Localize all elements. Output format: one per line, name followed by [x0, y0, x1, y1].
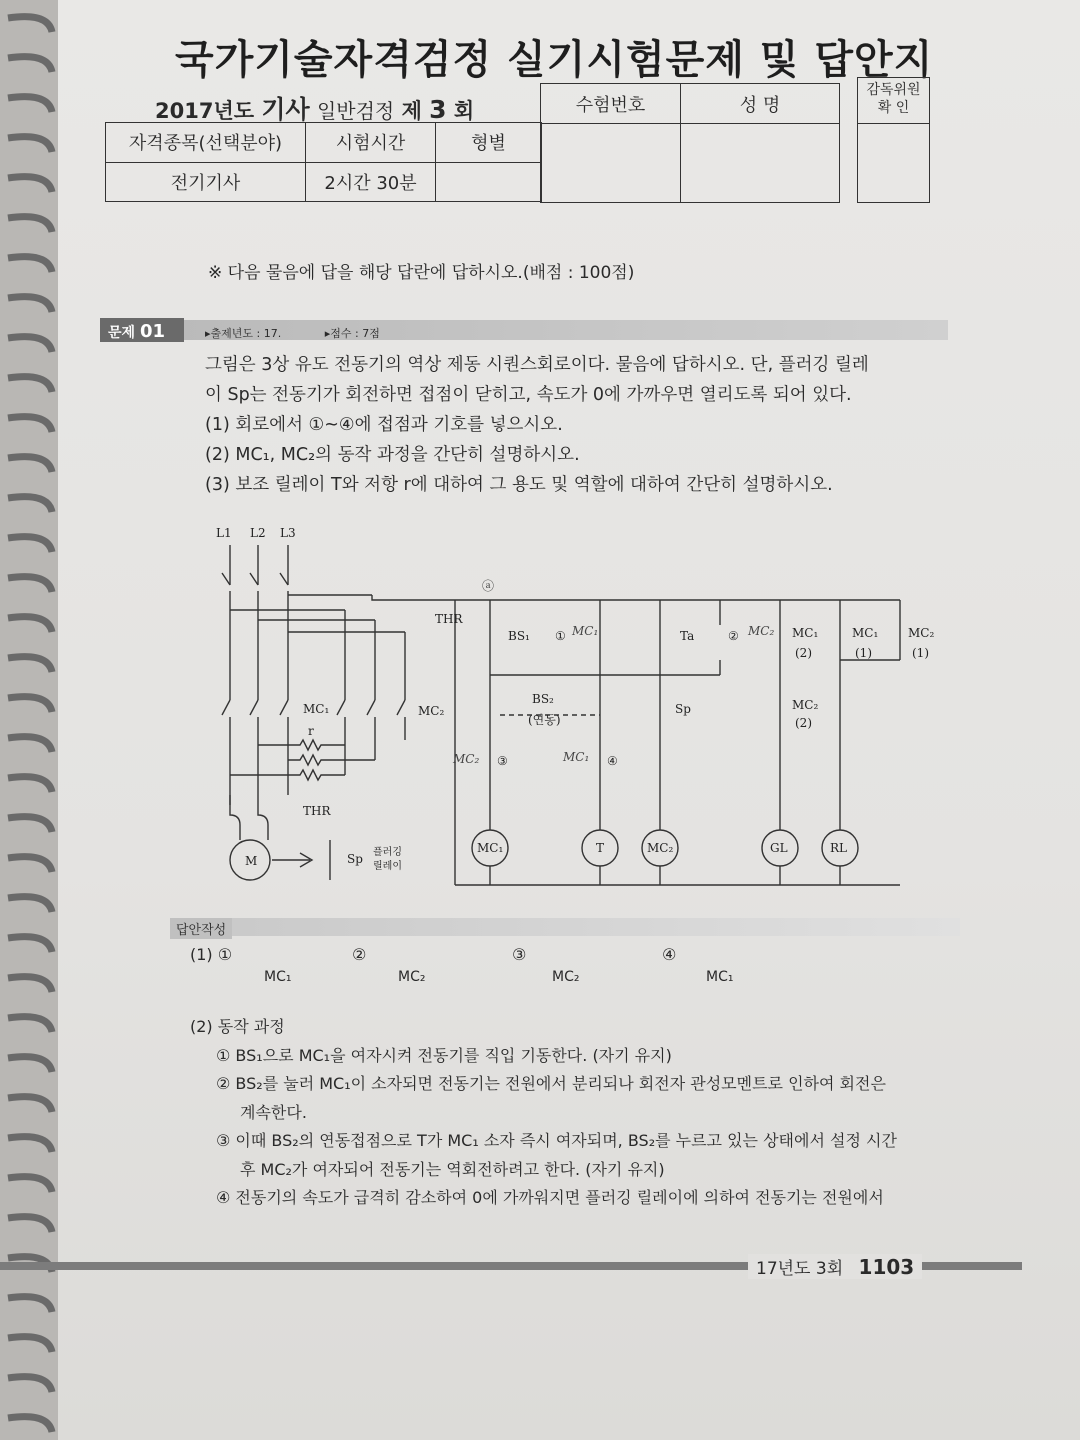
exam-round-suffix: 회 [453, 99, 475, 123]
step-4: ④ 전동기의 속도가 급격히 감소하여 0에 가까워지면 플러깅 릴레이에 의하여 전동기는 전원에서 [216, 1188, 884, 1207]
lamp-rl: RL [830, 841, 848, 855]
label-plugging-2: 릴레이 [373, 861, 402, 872]
exam-grade: 기사 [261, 95, 310, 124]
answer-1-label: (1) ① [190, 945, 233, 964]
question-sub-1: (1) 회로에서 ①~④에 접점과 기호를 넣으시오. [205, 415, 563, 435]
step-3a: ③ 이때 BS₂의 연동접점으로 T가 MC₁ 소자 즉시 여자되며, BS₂를 누르고 있는 상태에서 설정 시간 [216, 1131, 897, 1150]
label-interlock: (연동) [528, 713, 561, 727]
lamp-gl: GL [770, 841, 788, 855]
label-l3: L3 [280, 526, 296, 540]
footer-label: 17년도 3회 [756, 1259, 844, 1279]
step-2a: ② BS₂를 눌러 MC₁이 소자되면 전동기는 전원에서 분리되나 회전자 관성모멘트로 인하여 회전은 [216, 1074, 886, 1093]
label-motor: M [245, 854, 258, 868]
page-title: 국가기술자격검정 실기시험문제 및 답안지 [175, 37, 934, 83]
label-plugging-1: 플러깅 [373, 847, 402, 858]
question-tag-number: 01 [139, 321, 165, 342]
answer-tag: 답안작성 [170, 918, 232, 939]
question-meta [205, 325, 420, 341]
label-mc1-top2-n: (1) [855, 646, 872, 660]
label-sp-2: Sp [347, 852, 363, 866]
label-c4: ④ [607, 754, 618, 768]
name-field[interactable] [681, 124, 840, 203]
handwritten-4: MC₁ [563, 750, 590, 764]
label-bs1: BS₁ [508, 629, 530, 643]
label-power-mc2: MC₂ [418, 704, 445, 718]
notice-text: ※ 다음 물음에 답을 해당 답란에 답하시오.(배점 : 100점) [208, 263, 635, 283]
sequence-circuit-diagram [0, 515, 1080, 905]
step-1: ① BS₁으로 MC₁을 여자시켜 전동기를 직입 기동한다. (자기 유지) [216, 1045, 672, 1065]
exam-number-label: 수험번호 [541, 84, 681, 124]
supervisor-confirm: 확 인 [877, 100, 910, 116]
coil-mc2: MC₂ [647, 841, 674, 855]
question-score: ▸점수 : 7점 [324, 327, 380, 340]
step-3b: 후 MC₂가 여자되어 전동기는 역회전하려고 한다. (자기 유지) [240, 1159, 665, 1179]
field-header: 자격종목(선택분야) [106, 123, 306, 163]
label-mc2-mid-n: (2) [795, 716, 812, 730]
question-line-2: 이 Sp는 전동기가 회전하면 접점이 닫히고, 속도가 0에 가까우면 열리도록 되어 있다. [205, 385, 852, 405]
answer-part-1 [190, 940, 232, 970]
answer-bar [170, 918, 960, 936]
answer-3-value: MC₂ [552, 969, 580, 985]
exam-year: 2017년도 [155, 99, 255, 123]
answer-2-label: (2) 동작 과정 [190, 1017, 285, 1036]
question-line-1: 그림은 3상 유도 전동기의 역상 제동 시퀀스회로이다. 물음에 답하시오. 단, 플러깅 릴레 [205, 355, 869, 375]
type-header: 형별 [436, 123, 542, 163]
label-mc1-top-n: (2) [795, 646, 812, 660]
label-l2: L2 [250, 526, 266, 540]
exam-number-field[interactable] [541, 124, 681, 203]
answer-part-2 [190, 1013, 897, 1213]
page-number: 1103 [858, 1255, 915, 1279]
label-mc1-top: MC₁ [792, 626, 819, 640]
candidate-table [540, 83, 840, 203]
time-value: 2시간 30분 [306, 162, 436, 202]
answer-2-value: MC₂ [398, 969, 426, 985]
label-thr: THR [435, 612, 463, 626]
answer-4-number: ④ [662, 945, 677, 964]
step-2b: 계속한다. [240, 1102, 307, 1122]
answer-3-number: ③ [512, 945, 527, 964]
supervisor-label: 감독위원 [866, 82, 921, 98]
label-r: r [308, 724, 314, 738]
exam-round-prefix: 제 [401, 99, 422, 123]
field-value: 전기기사 [106, 162, 306, 202]
supervisor-box [857, 77, 930, 203]
answer-1-value: MC₁ [264, 969, 292, 985]
label-c1: ① [555, 629, 566, 643]
label-mc2-top-n: (1) [912, 646, 929, 660]
footer [748, 1254, 922, 1279]
name-label: 성 명 [681, 84, 840, 124]
exam-category: 일반검정 [316, 99, 395, 123]
label-bs2: BS₂ [532, 692, 554, 706]
exam-round-number: 3 [429, 95, 447, 124]
question-tag [100, 318, 184, 342]
question-sub-2: (2) MC₁, MC₂의 동작 과정을 간단히 설명하시오. [205, 445, 580, 465]
label-thr-2: THR [303, 804, 331, 818]
coil-mc1: MC₁ [477, 841, 504, 855]
label-mc2-top: MC₂ [908, 626, 935, 640]
exam-info [155, 90, 474, 126]
label-l1: L1 [216, 526, 232, 540]
label-mc1-top2: MC₁ [852, 626, 879, 640]
question-body [205, 350, 869, 500]
label-sp: Sp [675, 702, 691, 716]
handwritten-1: MC₁ [572, 624, 599, 638]
label-c2: ② [728, 629, 739, 643]
handwritten-3: MC₂ [453, 752, 480, 766]
answer-2-number: ② [352, 945, 367, 964]
question-sub-3: (3) 보조 릴레이 T와 저항 r에 대하여 그 용도 및 역할에 대하여 간단히 설명하시오. [205, 475, 833, 495]
question-tag-prefix: 문제 [108, 325, 136, 341]
type-value [436, 162, 542, 202]
question-year: ▸출제년도 : 17. [205, 327, 282, 340]
label-c3: ③ [497, 754, 508, 768]
label-power-mc1: MC₁ [303, 702, 330, 716]
coil-t: T [596, 841, 605, 855]
handwritten-2: MC₂ [748, 624, 775, 638]
time-header: 시험시간 [306, 123, 436, 163]
label-mc2-mid: MC₂ [792, 698, 819, 712]
label-ta: Ta [680, 629, 695, 643]
answer-4-value: MC₁ [706, 969, 734, 985]
subject-table [105, 122, 542, 202]
label-node-a: ⓐ [482, 579, 495, 593]
